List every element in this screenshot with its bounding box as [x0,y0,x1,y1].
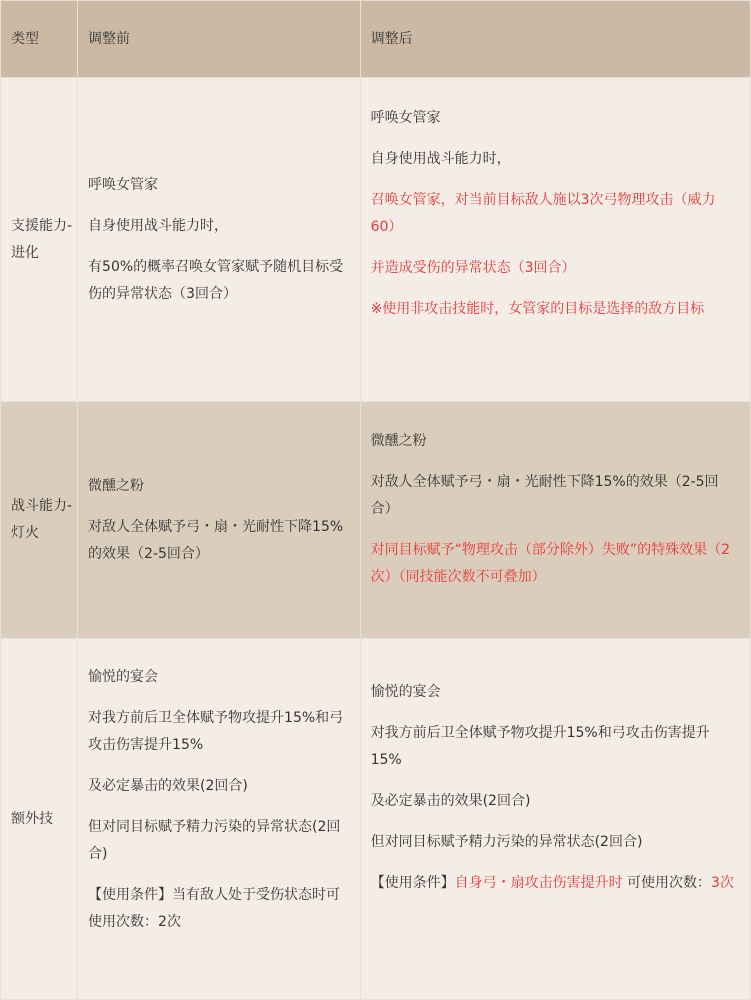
skill-name: 呼唤女管家 [88,176,159,193]
header-before: 调整前 [78,1,361,78]
before-cell [78,402,361,639]
changed-text: ※使用非攻击技能时，女管家的目标是选择的敌方目标 [370,301,705,317]
row-type: 额外技 [1,639,78,1000]
skill-text: 对我方前后卫全体赋予物攻提升15%和弓攻击伤害提升15% [370,725,710,768]
skill-text: 有50%的概率召唤女管家赋予随机目标受伤的异常状态（3回合） [88,258,344,302]
row-type: 战斗能力-灯火 [1,402,78,639]
changed-text: 召唤女管家，对当前目标敌人施以3次弓物理攻击（威力60） [370,192,716,235]
skill-text: 及必定暴击的效果(2回合) [370,793,531,809]
table-row [1,402,751,639]
skill-text: 及必定暴击的效果(2回合) [88,778,248,794]
usage-condition: 【使用条件】当有敌人处于受伤状态时可使用次数：2次 [88,887,341,930]
after-cell [360,639,750,1000]
after-cell [360,402,750,639]
skill-text: 但对同目标赋予精力污染的异常状态(2回合) [88,819,341,862]
header-type: 类型 [1,1,78,78]
skill-name: 愉悦的宴会 [370,684,441,700]
skill-text: 对敌人全体赋予弓・扇・光耐性下降15%的效果（2-5回合） [370,474,719,517]
skill-text: 但对同目标赋予精力污染的异常状态(2回合) [370,834,643,850]
header-after: 调整后 [360,1,750,78]
skill-name: 微醺之粉 [370,433,427,449]
row-type: 支援能力-进化 [1,78,78,402]
condition-mid: 可使用次数： [622,875,712,891]
usage-condition [371,870,738,897]
table-row [1,639,751,1000]
table-row [1,78,751,402]
skill-name: 呼唤女管家 [370,110,441,126]
after-cell [360,78,750,402]
header-row [1,1,751,78]
changed-text: 对同目标赋予“物理攻击（部分除外）失败”的特殊效果（2次）（同技能次数不可叠加） [370,542,730,585]
condition-changed: 自身弓・扇攻击伤害提升时 [454,875,623,891]
skill-name: 微醺之粉 [88,477,145,494]
skill-name: 愉悦的宴会 [88,669,159,685]
skill-text: 自身使用战斗能力时， [370,151,511,167]
changed-text: 并造成受伤的异常状态（3回合） [370,260,576,276]
condition-count: 3次 [711,875,734,891]
skill-text: 自身使用战斗能力时， [88,217,229,234]
before-cell [78,78,361,402]
skill-text: 对敌人全体赋予弓・扇・光耐性下降15%的效果（2-5回合） [88,518,344,562]
skill-text: 对我方前后卫全体赋予物攻提升15%和弓攻击伤害提升15% [88,710,344,753]
condition-prefix: 【使用条件】 [370,875,455,891]
before-cell [78,639,361,1000]
